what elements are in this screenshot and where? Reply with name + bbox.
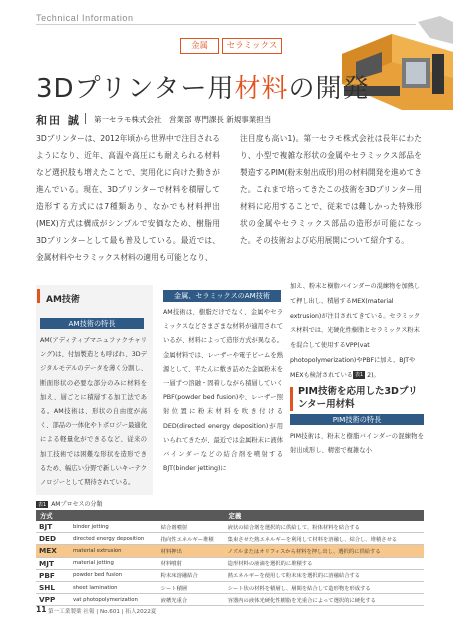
table-row <box>36 545 424 557</box>
process-abbr: DED <box>36 533 70 545</box>
title-accent: 材料 <box>234 74 289 104</box>
process-english: material jetting <box>70 557 158 569</box>
process-definition: シート状の材料を積層し、層間を結合して造形物を形成する <box>225 581 424 593</box>
title-prefix: 3Dプリンター用 <box>36 74 235 104</box>
process-english: vat photopolymerization <box>70 594 158 606</box>
pim-subheading: PIM技術の特長 <box>290 414 424 425</box>
process-definition: 熱エネルギーを使用して粉末床を選択的に溶融結合する <box>225 569 424 581</box>
page-number: 11 <box>36 605 47 614</box>
table-ref-badge: 表1 <box>355 371 364 378</box>
table-row <box>36 521 424 533</box>
am-body-text: AM(アディティブマニュファクチャリング)は、付加製造とも呼ばれ、3Dデジタルモデルのデータを薄く分割し、断面形状の必要な部分のみに材料を加え、層ごとに積層する加工法である。AM技術は、形状の自由度が高く、部品の一体化やトポロジー最適化による軽量化ができるなど、従来の加工技術では困難な形状を造形できるため、幅広い分野で新しいキーテクノロジーとして期待されている。 <box>40 337 147 487</box>
table-row <box>36 557 424 569</box>
process-abbr: SHL <box>36 581 70 593</box>
table-row <box>36 533 424 545</box>
table-title: AMプロセスの分類 <box>51 501 103 508</box>
footer-publication: 第一工業製薬 社報 | No.601 | 拓人2022夏 <box>48 609 157 615</box>
table-row <box>36 569 424 581</box>
author-divider <box>85 113 86 124</box>
am-heading: AM技術 <box>46 295 80 305</box>
title-suffix: の開発 <box>288 74 370 104</box>
article-title <box>36 68 370 105</box>
process-japanese: 結合剤噴射 <box>158 521 225 533</box>
author-name: 和田 誠 <box>36 114 81 127</box>
process-abbr: PBF <box>36 569 70 581</box>
process-japanese: 材料押出 <box>158 545 225 557</box>
table-header-definition: 定義 <box>225 510 424 521</box>
process-abbr: BJT <box>36 521 70 533</box>
process-japanese: シート積層 <box>158 581 225 593</box>
table-number: 表1 <box>38 502 47 508</box>
table-row <box>36 594 424 606</box>
table-row <box>36 581 424 593</box>
metal-ceramic-body: AM技術は、樹脂だけでなく、金属やセラミックスなどさまざまな材料が適用されているが、材料によって造形方式が異なる。金属材料では、レーザーや電子ビームを熱源として、平たんに敷き詰めた金属粉末を一層ずつ溶融・固着しながら積層していくPBF(powder bed fusion)や、レーザー照射位置に粉末材料を吹き付けるDED(directed energy deposition)が用いられてきたが、最近では金属粉末に液体バインダーなどの結合剤を噴射するBJT(binder jetting)に <box>163 309 283 473</box>
process-japanese: 粉末床溶融結合 <box>158 569 225 581</box>
table-header-method: 方式 <box>36 510 225 521</box>
am-heading-bar <box>37 289 40 303</box>
process-japanese: 液槽光重合 <box>158 594 225 606</box>
right-column-tail: 2)。 <box>365 371 380 379</box>
pim-heading-bar <box>290 387 293 411</box>
right-column-body: 加え、粉末と樹脂バインダーの混練物を加熱して押し出し、積層するMEX(material extrusion)が注目されてきている。セラミックス材料では、光硬化性樹脂とセラミックス粉末を混合して使用するVPP(vat photopolymerization)やPBFに加え、BJTやMEXも検討されている <box>290 283 421 379</box>
process-english: material extrusion <box>70 545 158 557</box>
section-label: Technical Information <box>36 13 134 23</box>
process-japanese: 指向性エネルギー堆積 <box>158 533 225 545</box>
process-english: sheet lamination <box>70 581 158 593</box>
metal-ceramic-heading: 金属、セラミックスのAM技術 <box>163 290 281 302</box>
process-english: binder jetting <box>70 521 158 533</box>
am-process-table <box>36 510 424 606</box>
process-abbr: MEX <box>36 545 70 557</box>
pim-body-text: PIM技術は、粉末と樹脂バインダーの混練物を射出成形し、精密で複雑な小 <box>290 433 424 455</box>
table-caption <box>36 499 102 508</box>
process-english: powder bed fusion <box>70 569 158 581</box>
pim-heading: PIM技術を応用した3Dプリンター用材料 <box>298 386 418 410</box>
process-abbr: VPP <box>36 594 70 606</box>
process-abbr: MJT <box>36 557 70 569</box>
intro-column-2: 注目度も高い1)。第一セラモ株式会社は長年にわたり、小型で複雑な形状の金属やセラミックス部品を製造するPIM(粉末射出成形)用の材料開発を進めてきた。これまで培ってきたこの技術を3Dプリンター用材料に応用することで、従来では難しかった特殊形状の金属やセラミックス部品の造形が可能になった。その技術および応用展開について紹介する。 <box>240 134 422 245</box>
process-definition: 集束させた熱エネルギーを利用して材料を溶融し、結合し、堆積させる <box>225 533 424 545</box>
process-definition: ノズルまたはオリフィスから材料を押し出し、選択的に供給する <box>225 545 424 557</box>
process-definition: 液状の結合剤を選択的に供給して、粉体材料を結合する <box>225 521 424 533</box>
intro-column-1: 3Dプリンターは、2012年頃から世界中で注目されるようになり、近年、高温や高圧にも耐えられる材料など選択肢も増えたことで、実用化に向けた動きが進んでいる。現在、3Dプリンターで材料を積層して造形する方式には7種類あり、なかでも材料押出(MEX)方式は構成がシンプルで安価なため、樹脂用3Dプリンターとして最も普及している。最近では、金属材料やセラミックス材料の適用も可能となり、 <box>36 134 220 262</box>
author-affiliation: 第一セラモ株式会社 営業部 専門課長 新規事業担当 <box>94 115 272 124</box>
title-tag-ceramics: セラミックス <box>222 38 282 54</box>
am-subheading: AM技術の特長 <box>40 318 144 329</box>
process-definition: 容器内の液体光硬化性樹脂を光重合によって選択的に硬化する <box>225 594 424 606</box>
process-definition: 造形材料の液滴を選択的に堆積する <box>225 557 424 569</box>
title-tag-metal: 金属 <box>180 38 219 54</box>
process-english: directed energy deposition <box>70 533 158 545</box>
process-japanese: 材料噴射 <box>158 557 225 569</box>
